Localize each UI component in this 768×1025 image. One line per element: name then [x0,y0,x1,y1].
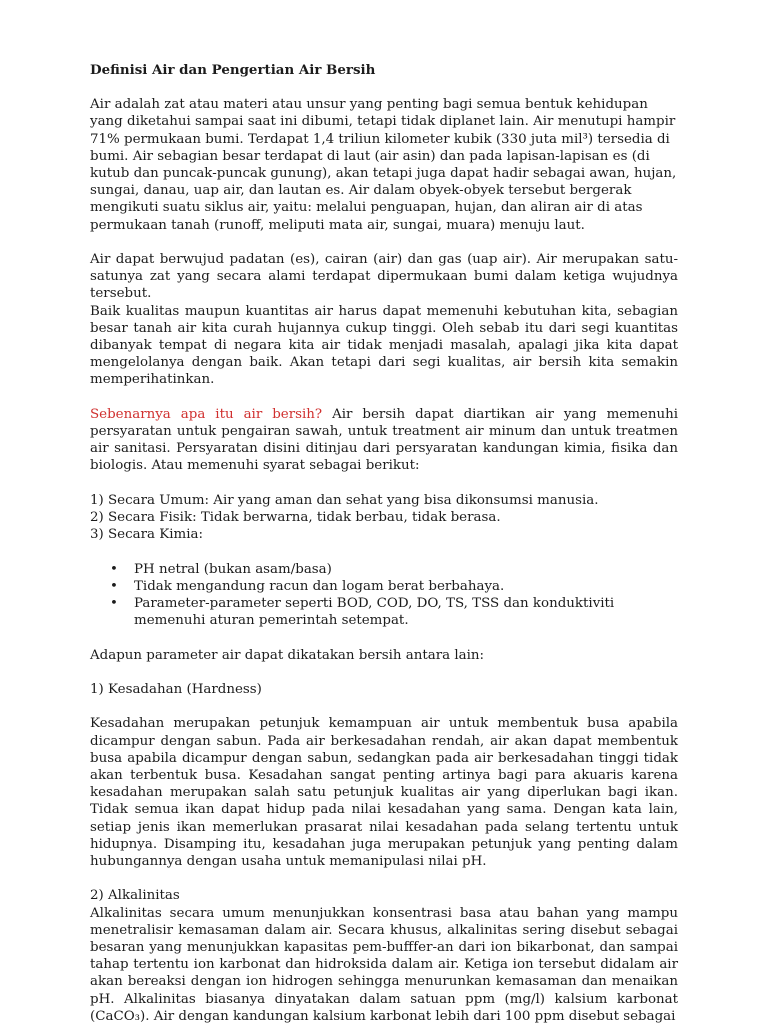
spacer [90,543,678,560]
spacer [90,629,678,646]
section-heading-hardness: 1) Kesadahan (Hardness) [90,682,262,698]
spacer [90,234,678,251]
section-heading-alkalinity: 2) Alkalinitas [90,888,180,904]
criteria-item: 1) Secara Umum: Air yang aman dan sehat yang bisa dikonsumsi manusia. [90,492,599,508]
spacer [90,389,678,406]
spacer [90,870,678,887]
bullet-icon: • [110,561,118,577]
spacer [90,475,678,492]
paragraph-alkalinity: Alkalinitas secara umum menunjukkan konsentrasi basa atau bahan yang mampu menetralisir kemasaman dalam air. Secara khusus, alkalinitas sering disebut sebagai besaran yang menunjukkan kapasitas pem-bufffer-an dari ion bikarbonat, dan sampai tahap tertentu ion karbonat dan hidroksida dalam air. Ketiga ion tersebut didalam air akan bereaksi dengan ion hidrogen sehingga menurunkan kemasaman dan menaikan pH. Alkalinitas biasanya dinyatakan dalam satuan ppm (mg/l) kalsium karbonat (CaCO₃). Air dengan kandungan kalsium karbonat lebih dari 100 ppm disebut sebagai [90,905,678,1024]
paragraph-clean-water-text: Air bersih dapat diartikan air yang memenuhi persyaratan untuk pengairan sawah, untuk treatment air minum dan untuk treatmen air sanitasi. Persyaratan disini ditinjau dari persyaratan kandungan kimia, fisika dan biologis. Atau memenuhi syarat sebagai berikut: [90,406,678,474]
document-title: Definisi Air dan Pengertian Air Bersih [90,62,376,78]
bullet-icon: • [110,596,118,612]
spacer [90,698,678,715]
chemical-criteria-list [90,561,678,630]
bullet-icon: • [110,578,118,594]
paragraph-forms-of-water: Air dapat berwujud padatan (es), cairan (air) dan gas (uap air). Air merupakan satu-satunya zat yang secara alami terdapat dipermukaan bumi dalam ketiga wujudnya tersebut. [90,252,678,302]
paragraph-clean-water [90,406,678,475]
paragraph-hardness: Kesadahan merupakan petunjuk kemampuan air untuk membentuk busa apabila dicampur dengan sabun. Pada air berkesadahan rendah, air akan dapat membentuk busa apabila dicampur dengan sabun, sedangkan pada air berkesadahan tinggi tidak akan terbentuk busa. Kesadahan sangat penting artinya bagi para akuaris karena kesadahan merupakan salah satu petunjuk kualitas air yang diperlukan bagi ikan. Tidak semua ikan dapat hidup pada nilai kesadahan yang sama. Dengan kata lain, setiap jenis ikan memerlukan prasarat nilai kesadahan pada selang tertentu untuk hidupnya. Disamping itu, kesadahan juga merupakan petunjuk yang penting dalam hubungannya dengan usaha untuk memanipulasi nilai pH. [90,716,678,870]
bullet-item: • PH netral (bukan asam/basa) [110,561,332,577]
paragraph-parameters-intro: Adapun parameter air dapat dikatakan bersih antara lain: [90,647,485,663]
bullet-item: • Parameter-parameter seperti BOD, COD, DO, TS, TSS dan konduktiviti memenuhi aturan pemerintah setempat. [110,596,615,629]
spacer [90,664,678,681]
criteria-item: 2) Secara Fisik: Tidak berwarna, tidak berbau, tidak berasa. [90,510,501,526]
bullet-item: • Tidak mengandung racun dan logam berat berbahaya. [110,578,505,594]
paragraph-quality-quantity: Baik kualitas maupun kuantitas air harus dapat memenuhi kebutuhan kita, sebagian besar tanah air kita curah hujannya cukup tinggi. Oleh sebab itu dari segi kuantitas dibanyak tempat di negara kita air tidak menjadi masalah, apalagi jika kita dapat mengelolanya dengan baik. Akan tetapi dari segi kualitas, air bersih kita semakin memperihatinkan. [90,303,678,388]
highlighted-question: Sebenarnya apa itu air bersih? [90,406,323,422]
document-page [90,62,678,1025]
criteria-item: 3) Secara Kimia: [90,527,203,543]
criteria-list [90,492,678,544]
paragraph-definition: Air adalah zat atau materi atau unsur yang penting bagi semua bentuk kehidupan yang diketahui sampai saat ini dibumi, tetapi tidak diplanet lain. Air menutupi hampir 71% permukaan bumi. Terdapat 1,4 triliun kilometer kubik (330 juta mil³) tersedia di bumi. Air sebagian besar terdapat di laut (air asin) dan pada lapisan-lapisan es (di kutub dan puncak-puncak gunung), akan tetapi juga dapat hadir sebagai awan, hujan, sungai, danau, uap air, dan lautan es. Air dalam obyek-obyek tersebut bergerak mengikuti suatu siklus air, yaitu: melalui penguapan, hujan, dan aliran air di atas permukaan tanah (runoff, meliputi mata air, sungai, muara) menuju laut. [90,97,677,233]
